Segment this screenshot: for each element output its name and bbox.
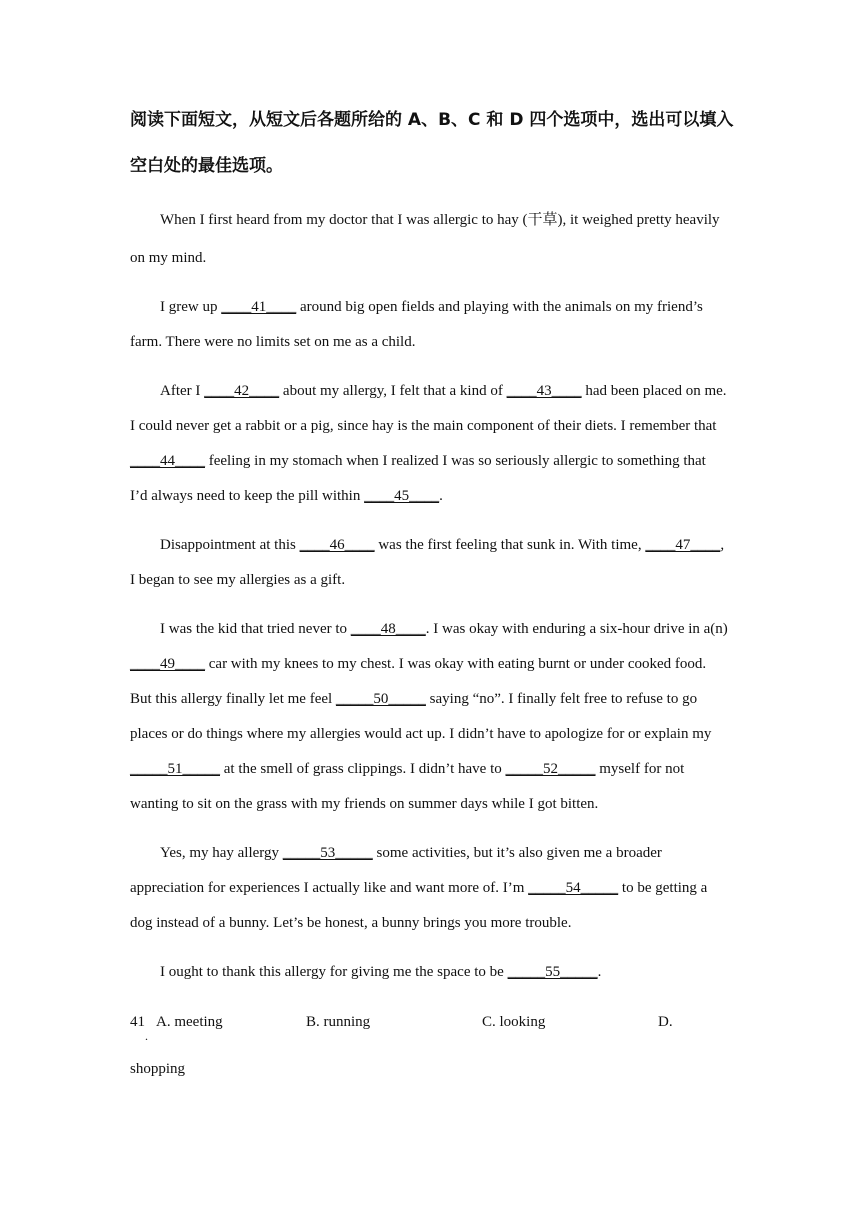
text: . I was okay with enduring a six-hour drive in a(n): [425, 621, 728, 637]
p3-line-4: [130, 487, 740, 505]
p5-line-3: [130, 690, 740, 708]
text: had been placed on me.: [581, 383, 727, 399]
question-41-number: 41: [130, 1014, 145, 1030]
p1-line-2: on my mind.: [130, 250, 207, 266]
blank-44: ____44____: [130, 453, 205, 469]
instructions-line-2: 空白处的最佳选项。: [130, 156, 283, 176]
p2-line-2: farm. There were no limits set on me as a child.: [130, 334, 416, 350]
p3-line-2: I could never get a rabbit or a pig, since hay is the main component of their diets. I remember that: [130, 418, 717, 434]
p5-line-6: wanting to sit on the grass with my friends on summer days while I got bitten.: [130, 796, 599, 812]
instructions-line-1: 阅读下面短文，从短文后各题所给的 A、B、C 和 D 四个选项中，选出可以填入: [130, 110, 734, 130]
text: was the first feeling that sunk in. With time,: [374, 537, 646, 553]
blank-43: ____43____: [506, 383, 582, 399]
text: I grew up: [160, 299, 222, 315]
blank-47: ____47____: [645, 537, 721, 553]
text: feeling in my stomach when I realized I was so seriously allergic to something that: [205, 453, 706, 469]
option-d[interactable]: D.: [658, 1014, 673, 1030]
text: appreciation for experiences I actually like and want more of. I’m: [130, 880, 529, 896]
text: some activities, but it’s also given me a broader: [372, 845, 662, 861]
blank-41: ____41____: [221, 299, 297, 315]
option-a[interactable]: A. meeting: [156, 1014, 223, 1030]
text: about my allergy, I felt that a kind of: [279, 383, 507, 399]
p1-line-1: When I first heard from my doctor that I was allergic to hay (干草), it weighed pretty heavily: [160, 212, 720, 228]
blank-52: _____52_____: [505, 761, 596, 777]
blank-53: _____53_____: [282, 845, 373, 861]
text: at the smell of grass clippings. I didn’t have to: [220, 761, 506, 777]
p3-line-1: [160, 382, 770, 400]
p6-line-3: dog instead of a bunny. Let’s be honest, a bunny brings you more trouble.: [130, 915, 572, 931]
text: to be getting a: [618, 880, 708, 896]
p3-line-3: [130, 452, 740, 470]
text: After I: [160, 383, 205, 399]
p4-line-2: I began to see my allergies as a gift.: [130, 572, 346, 588]
text: saying “no”. I finally felt free to refuse to go: [425, 691, 698, 707]
option-c[interactable]: C. looking: [482, 1014, 546, 1030]
p5-line-1: [160, 620, 770, 638]
text: .: [439, 488, 443, 504]
blank-55: _____55_____: [507, 964, 598, 980]
blank-46: ____46____: [299, 537, 375, 553]
text: around big open fields and playing with the animals on my friend’s: [296, 299, 703, 315]
p5-line-5: [130, 760, 740, 778]
text: car with my knees to my chest. I was okay with eating burnt or under cooked food.: [205, 656, 707, 672]
text: Yes, my hay allergy: [160, 845, 283, 861]
blank-51: _____51_____: [130, 761, 220, 777]
blank-49: ____49____: [130, 656, 205, 672]
text: But this allergy finally let me feel: [130, 691, 336, 707]
blank-48: ____48____: [350, 621, 426, 637]
p6-line-1: [160, 844, 770, 862]
blank-42: ____42____: [204, 383, 280, 399]
question-41-dot: .: [145, 1029, 148, 1043]
option-b[interactable]: B. running: [306, 1014, 371, 1030]
p5-line-4: places or do things where my allergies would act up. I didn’t have to apologize for or explain my: [130, 726, 712, 742]
text: Disappointment at this: [160, 537, 300, 553]
text: .: [597, 964, 602, 980]
p2-line-1: [160, 298, 770, 316]
option-d-continuation: shopping: [130, 1061, 186, 1077]
blank-45: ____45____: [364, 488, 440, 504]
text: ,: [720, 537, 725, 553]
blank-50: _____50_____: [335, 691, 426, 707]
p5-line-2: [130, 655, 740, 673]
text: I ought to thank this allergy for giving me the space to be: [160, 964, 508, 980]
p4-line-1: [160, 536, 770, 554]
p7-line-1: [160, 963, 770, 981]
blank-54: _____54_____: [528, 880, 619, 896]
p6-line-2: [130, 879, 740, 897]
text: myself for not: [595, 761, 685, 777]
text: I’d always need to keep the pill within: [130, 488, 365, 504]
text: I was the kid that tried never to: [160, 621, 351, 637]
